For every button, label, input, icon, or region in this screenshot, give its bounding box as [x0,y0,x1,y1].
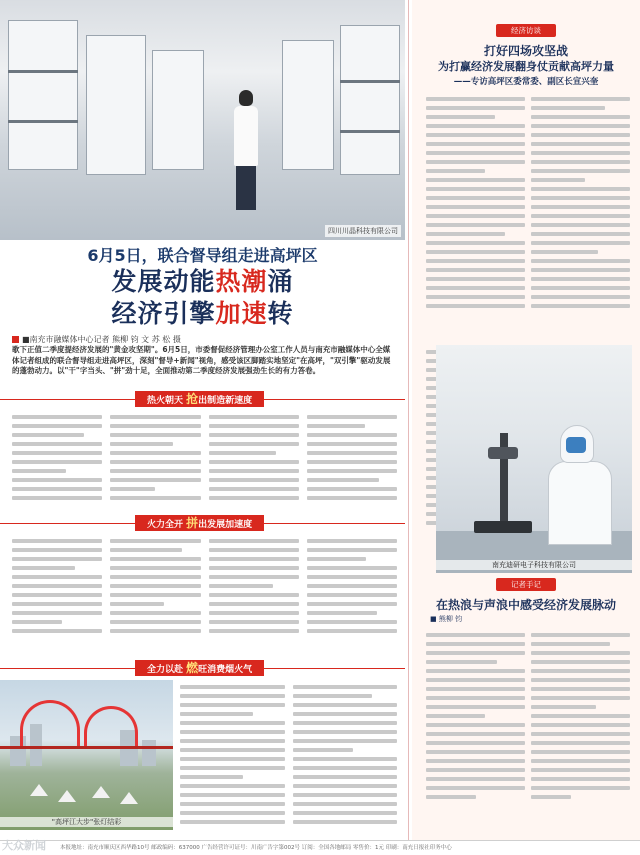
notes-body [426,628,630,834]
shelf [340,80,400,83]
lab-worker [548,425,612,545]
interview-title-2: 为打赢经济发展翻身仗贡献高坪力量 [438,60,614,73]
bridge-arch [84,706,138,748]
notes-title: 在热浪与声浪中感受经济发展脉动 [435,598,616,612]
page-footer: 本报地址：南充市顺庆区西华路10号 邮政编码：637000 广告经营许可证号：川南广告字第002号 订阅：全国各地邮局 零售价：1元 印刷：南充日报社印务中心 [0,840,640,855]
column-tag: 经济访谈 [496,24,556,37]
interview-body [426,92,630,342]
lab-photo [436,345,632,573]
interview-title-1: 打好四场攻坚战 [483,44,568,58]
photo-caption: 南充迪研电子科技有限公司 [436,560,632,570]
bridge-arch [20,700,80,748]
bullet-icon [12,336,19,343]
deck-title: 6月5日，联合督导组走进高坪区 [87,246,318,265]
machine-rack [8,20,78,170]
worker-figure [232,90,260,210]
machine-rack [340,25,400,175]
shelf [340,130,400,133]
machine-rack [282,40,334,170]
photo-caption: "高坪江大步"张灯结彩 [0,817,173,827]
headline-line-1: 发展动能热潮涌 [111,267,294,296]
section-header: 全力以赴 燃旺消费烟火气 [0,660,405,676]
watermark-logo: 大众新闻 [2,839,46,852]
factory-photo [0,0,405,240]
notes-byline: ■ 熊柳 钧 [430,615,463,623]
section-1-body [12,410,397,512]
machine-rack [86,35,146,175]
microscope [474,433,532,533]
section-header: 火力全开 拼出发展加速度 [0,515,405,531]
lead-paragraph: 歌下正值二季度提经济发展的"黄金攻坚期"。6月5日，市委督促经济管理办公室工作人员与南充市融媒体中心全媒体记者组成的联合督导组走进高坪区，深刻"督导+新闻"视角，感受该区脚踏实地坚定"在高坪，"双引擎"驱动发展的蓬勃动力。以"干"字当头、"拼"劲十足，全面推动第二季度经济发展强劲生长的有力答卷。 [12,345,391,375]
headline-line-2: 经济引擎加速转 [111,299,294,328]
column-tag: 记者手记 [496,578,556,591]
shelf [8,70,78,73]
shelf [8,120,78,123]
section-header: 热火朝天 抢出制造新速度 [0,391,405,407]
byline: ■南充市融媒体中心记者 熊柳 钧 文 苏 松 摄 [12,334,181,345]
section-2-body [12,534,397,656]
section-3-body [180,680,397,835]
photo-caption: 四川川晶科技有限公司 [325,225,401,237]
machine-rack [152,50,204,170]
column-divider [408,0,409,840]
bridge-photo [0,680,173,830]
interview-subtitle: ——专访高坪区委常委、副区长宣兴奎 [453,77,599,87]
